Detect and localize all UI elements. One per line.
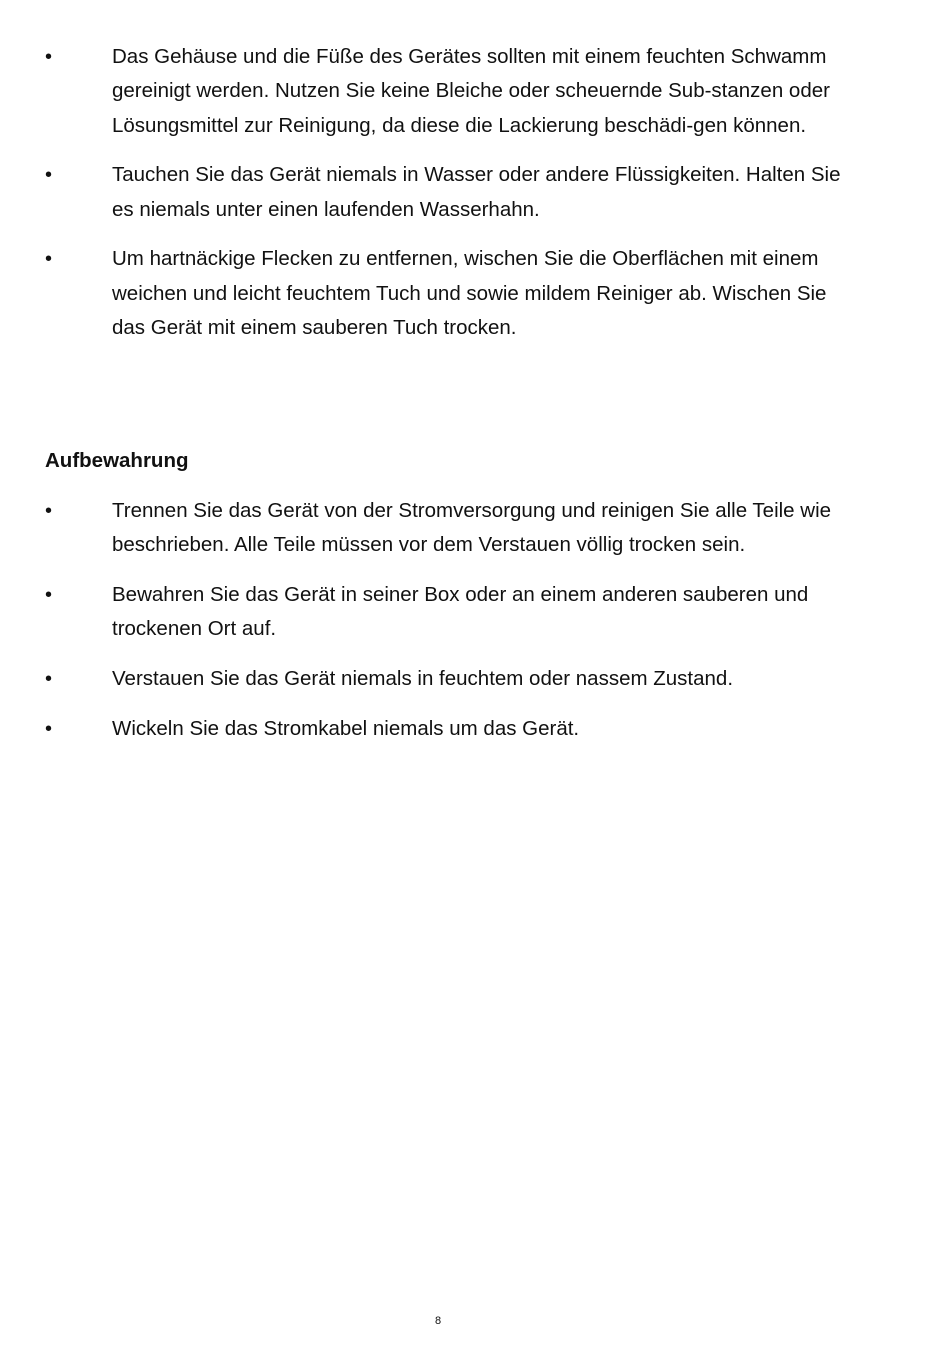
list-item — [45, 40, 865, 143]
bullet-icon: • — [45, 717, 53, 740]
bullet-icon: • — [45, 248, 53, 271]
list-item-text: Bewahren Sie das Gerät in seiner Box oder an einem anderen sauberen und trockenen Ort auf. — [112, 583, 809, 641]
cleaning-instructions-list — [45, 40, 865, 361]
list-item-text: Das Gehäuse und die Füße des Gerätes sollten mit einem feuchten Schwamm gereinigt werden. Nutzen Sie keine Bleiche oder scheuernde Sub-stanzen oder Lösungsmittel zur Reinigung, da diese die Lackierung beschädi-gen können. — [112, 45, 830, 137]
list-item — [45, 494, 865, 563]
storage-instructions-list — [45, 494, 865, 762]
bullet-icon: • — [45, 584, 53, 607]
list-item — [45, 662, 865, 696]
list-item-text: Verstauen Sie das Gerät niemals in feuchtem oder nassem Zustand. — [112, 667, 734, 691]
list-item — [45, 578, 865, 647]
list-item — [45, 158, 865, 227]
bullet-icon: • — [45, 164, 53, 187]
list-item — [45, 242, 865, 345]
page-number: 8 — [434, 1315, 442, 1327]
bullet-icon: • — [45, 500, 53, 522]
list-item — [45, 712, 865, 746]
bullet-icon: • — [45, 46, 53, 68]
list-item-text: Tauchen Sie das Gerät niemals in Wasser oder andere Flüssigkeiten. Halten Sie es niemals unter einen laufenden Wasserhahn. — [112, 163, 841, 221]
bullet-icon: • — [45, 668, 53, 691]
list-item-text: Trennen Sie das Gerät von der Stromversorgung und reinigen Sie alle Teile wie beschrieben. Alle Teile müssen vor dem Verstauen völlig trocken sein. — [112, 499, 832, 557]
list-item-text: Um hartnäckige Flecken zu entfernen, wischen Sie die Oberflächen mit einem weichen und leicht feuchtem Tuch und sowie mildem Reiniger ab. Wischen Sie das Gerät mit einem sauberen Tuch trocken. — [112, 247, 827, 340]
section-heading-storage: Aufbewahrung — [45, 449, 189, 472]
list-item-text: Wickeln Sie das Stromkabel niemals um das Gerät. — [112, 716, 580, 740]
